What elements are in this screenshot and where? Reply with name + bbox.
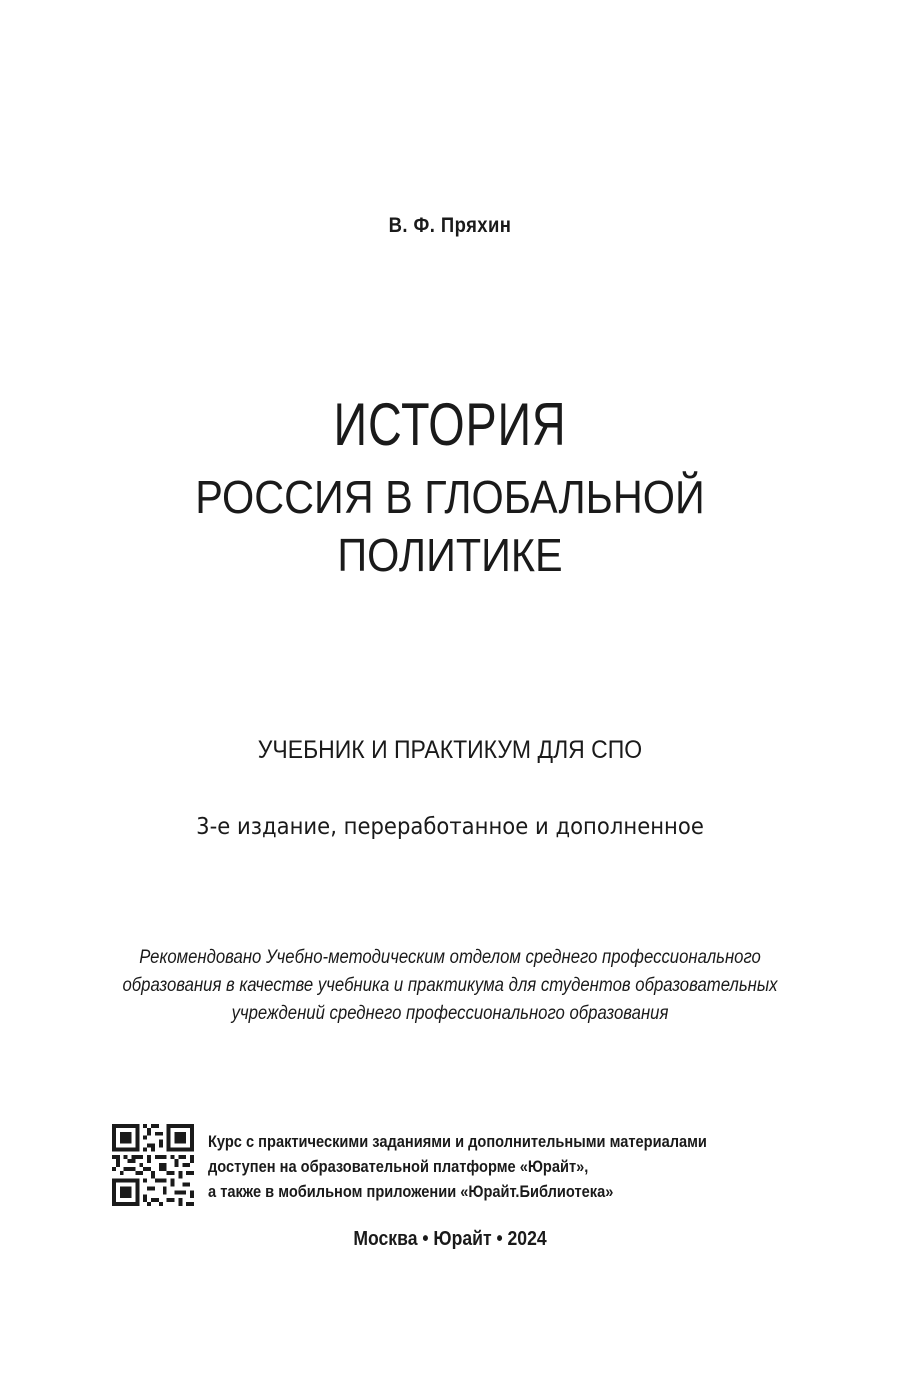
book-subtitle <box>45 468 855 584</box>
recommendation-line: Рекомендовано Учебно-методическим отделом среднего профессионального <box>139 947 761 968</box>
book-type: УЧЕБНИК И ПРАКТИКУМ ДЛЯ СПО <box>257 736 643 764</box>
author-name: В. Ф. Пряхин <box>388 214 512 237</box>
book-title: ИСТОРИЯ <box>333 391 567 458</box>
recommendation-line: образования в качестве учебника и практикума для студентов образовательных <box>122 975 778 996</box>
recommendation-note <box>54 944 846 1028</box>
course-note <box>208 1129 707 1204</box>
edition-note: 3-е издание, переработанное и дополненное <box>196 814 704 840</box>
recommendation-line: учреждений среднего профессионального образования <box>231 1003 669 1024</box>
publisher-imprint: Москва • Юрайт • 2024 <box>353 1228 547 1250</box>
subtitle-line: ПОЛИТИКЕ <box>337 529 563 581</box>
course-note-line: Курс с практическими заданиями и дополнительными материалами <box>208 1132 707 1151</box>
course-note-line: доступен на образовательной платформе «Юрайт», <box>208 1157 589 1176</box>
qr-code-icon[interactable] <box>112 1124 194 1206</box>
subtitle-line: РОССИЯ В ГЛОБАЛЬНОЙ <box>195 471 705 523</box>
course-note-line: а также в мобильном приложении «Юрайт.Библиотека» <box>208 1182 614 1201</box>
